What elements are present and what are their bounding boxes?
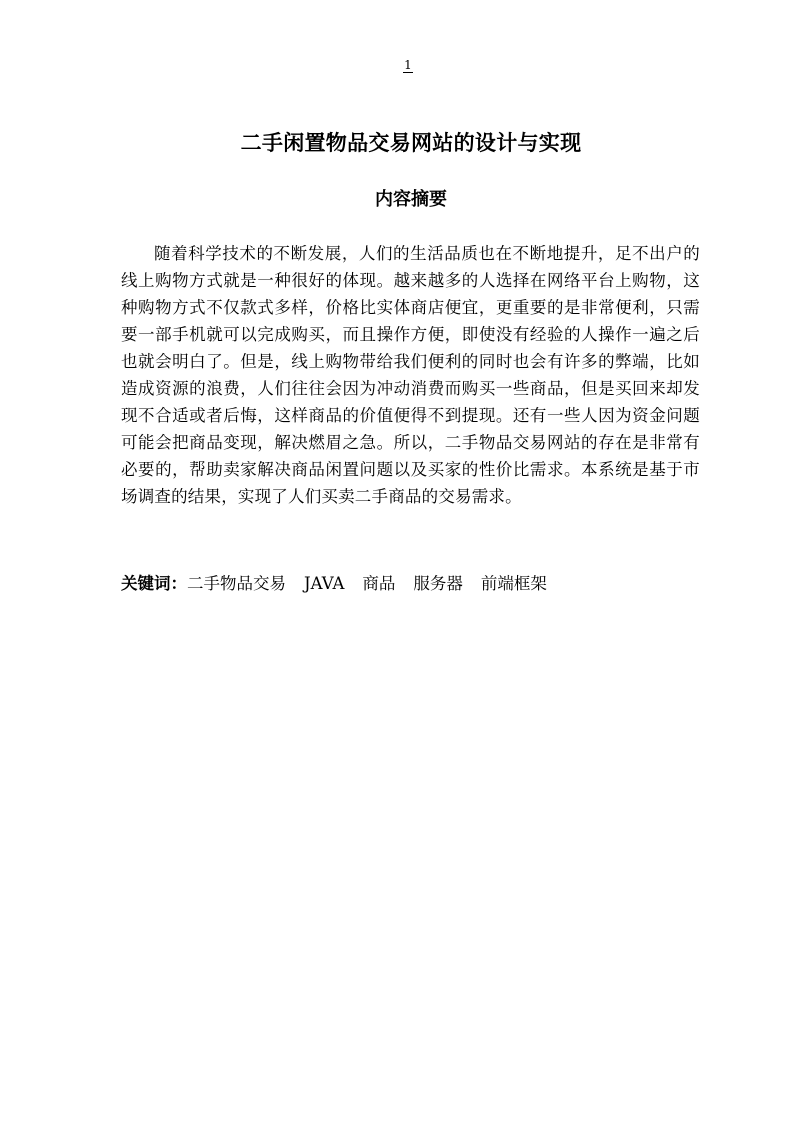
abstract-paragraph: 随着科学技术的不断发展，人们的生活品质也在不断地提升，足不出户的线上购物方式就是一种很好的体现。越来越多的人选择在网络平台上购物，这种购物方式不仅款式多样，价格比实体商店便宜，更重要的是非常便利，只需要一部手机就可以完成购买，而且操作方便，即使没有经验的人操作一遍之后也就会明白了。但是，线上购物带给我们便利的同时也会有许多的弊端，比如造成资源的浪费，人们往往会因为冲动消费而购买一些商品，但是买回来却发现不合适或者后悔，这样商品的价值便得不到提现。还有一些人因为资金问题可能会把商品变现，解决燃眉之急。所以，二手物品交易网站的存在是非常有必要的，帮助卖家解决商品闲置问题以及买家的性价比需求。本系统是基于市场调查的结果，实现了人们买卖二手商品的交易需求。 — [121, 244, 700, 506]
document-title: 二手闲置物品交易网站的设计与实现 — [240, 131, 582, 155]
page-number — [0, 58, 793, 72]
keywords-label: 关键词： — [121, 574, 187, 593]
abstract-heading: 内容摘要 — [375, 189, 447, 210]
keyword-item: JAVA — [304, 574, 345, 593]
keyword-item: 商品 — [362, 574, 396, 593]
keyword-item: 二手物品交易 — [187, 574, 286, 593]
keyword-item: 前端框架 — [480, 574, 547, 593]
keyword-item: 服务器 — [413, 574, 463, 593]
keywords-line — [121, 570, 700, 597]
page-number-text: 1 — [404, 58, 412, 72]
